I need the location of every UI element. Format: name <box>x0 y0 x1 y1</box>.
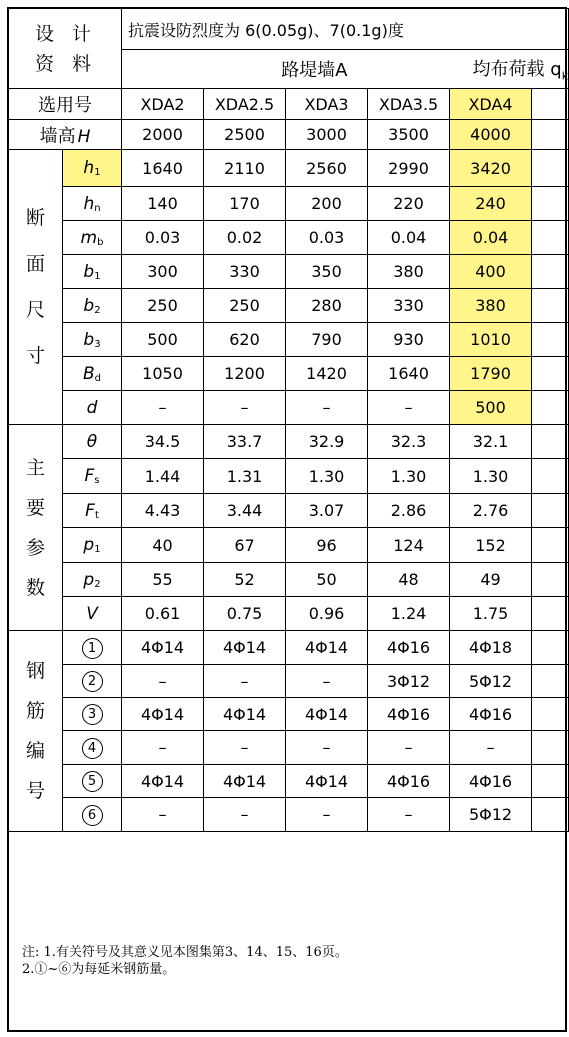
symbol-cell <box>63 698 122 731</box>
group-name-char: 寸 <box>25 345 45 367</box>
param-value: 3.07 <box>286 494 368 528</box>
group-name-char: 筋 <box>25 700 45 722</box>
symbol-cell <box>63 494 122 528</box>
param-value: 50 <box>286 563 368 597</box>
design-data-cell <box>9 9 122 89</box>
symbol-cell <box>63 221 122 255</box>
param-value: 0.02 <box>204 221 286 255</box>
selection-label: 选用号 <box>9 89 122 120</box>
group-name-char: 尺 <box>25 299 45 321</box>
param-value: – <box>368 798 450 832</box>
param-value: – <box>122 665 204 698</box>
param-value: 2110 <box>204 150 286 187</box>
cut-column <box>532 459 569 494</box>
param-value: 4Φ16 <box>450 765 532 798</box>
group-name-char: 数 <box>25 576 45 599</box>
cut-column <box>532 150 569 187</box>
symbol-cell <box>63 187 122 221</box>
param-value: 1790 <box>450 357 532 391</box>
param-value: 4Φ16 <box>368 631 450 665</box>
param-value: 4Φ16 <box>368 765 450 798</box>
param-value: 4Φ14 <box>122 698 204 731</box>
param-value: 2990 <box>368 150 450 187</box>
param-value: – <box>286 391 368 425</box>
param-symbol: p <box>83 569 95 590</box>
param-value: – <box>204 731 286 765</box>
param-symbol: b <box>83 261 95 282</box>
param-value: 1200 <box>204 357 286 391</box>
param-value: 500 <box>122 323 204 357</box>
param-value: 34.5 <box>122 425 204 459</box>
param-value: 0.03 <box>122 221 204 255</box>
cut-column <box>532 563 569 597</box>
param-value: 4Φ14 <box>286 698 368 731</box>
param-row <box>9 323 569 357</box>
param-row <box>9 255 569 289</box>
param-row <box>9 698 569 731</box>
param-row <box>9 665 569 698</box>
wall-type: 路堤墙A <box>122 50 368 89</box>
param-value: 500 <box>450 391 532 425</box>
header-row-1 <box>9 9 569 50</box>
rebar-number: 5 <box>82 771 103 792</box>
param-value: 4Φ14 <box>204 631 286 665</box>
param-symbol: F <box>84 466 95 486</box>
group-name-char: 断 <box>25 207 45 229</box>
group-name-cell <box>9 425 63 631</box>
column-header: XDA3.5 <box>368 89 450 120</box>
param-value: 152 <box>450 528 532 563</box>
param-value: 2.76 <box>450 494 532 528</box>
height-value: 2500 <box>204 120 286 150</box>
param-value: 0.04 <box>368 221 450 255</box>
param-row <box>9 597 569 631</box>
param-value: 380 <box>450 289 532 323</box>
param-value: 400 <box>450 255 532 289</box>
param-row <box>9 187 569 221</box>
group-name <box>9 448 62 608</box>
param-value: 330 <box>368 289 450 323</box>
param-subscript: 1 <box>94 167 101 178</box>
param-subscript: 2 <box>94 578 101 590</box>
param-value: 49 <box>450 563 532 597</box>
param-value: 1640 <box>122 150 204 187</box>
param-value: 96 <box>286 528 368 563</box>
symbol-cell <box>63 357 122 391</box>
cut-column <box>532 631 569 665</box>
param-value: 48 <box>368 563 450 597</box>
rebar-number: 3 <box>82 704 103 725</box>
param-value: 0.61 <box>122 597 204 631</box>
param-symbol: V <box>86 603 98 624</box>
param-value: 0.04 <box>450 221 532 255</box>
load-label: 均布荷载 q <box>472 59 562 81</box>
height-value: 3500 <box>368 120 450 150</box>
symbol-cell <box>63 289 122 323</box>
param-value: 350 <box>286 255 368 289</box>
param-value: 1.30 <box>286 459 368 494</box>
param-value: 40 <box>122 528 204 563</box>
param-value: 32.1 <box>450 425 532 459</box>
param-value: 240 <box>450 187 532 221</box>
height-label: 墙高 <box>39 125 76 147</box>
param-value: 1050 <box>122 357 204 391</box>
param-subscript: s <box>94 475 100 486</box>
param-symbol: b <box>83 329 95 350</box>
param-subscript: 1 <box>94 270 101 282</box>
cut-column <box>532 289 569 323</box>
cut-column <box>532 187 569 221</box>
symbol-cell <box>63 597 122 631</box>
param-symbol: d <box>86 397 98 418</box>
param-value: – <box>368 391 450 425</box>
param-value: 4Φ16 <box>450 698 532 731</box>
param-value: 32.9 <box>286 425 368 459</box>
column-header: XDA3 <box>286 89 368 120</box>
param-value: – <box>450 731 532 765</box>
symbol-cell <box>63 798 122 832</box>
design-label-top: 设计 <box>35 22 110 45</box>
param-value: 380 <box>368 255 450 289</box>
param-symbol: b <box>83 295 95 316</box>
param-subscript: d <box>94 372 102 384</box>
group-name-char: 钢 <box>25 660 45 682</box>
param-row <box>9 289 569 323</box>
param-value: 330 <box>204 255 286 289</box>
param-value: 4.43 <box>122 494 204 528</box>
param-value: 4Φ14 <box>286 765 368 798</box>
param-value: 170 <box>204 187 286 221</box>
group-name <box>9 651 62 811</box>
param-value: 0.96 <box>286 597 368 631</box>
param-value: 140 <box>122 187 204 221</box>
param-value: 1.44 <box>122 459 204 494</box>
symbol-cell <box>63 665 122 698</box>
param-symbol: h <box>83 193 95 214</box>
param-row <box>9 798 569 832</box>
symbol-cell <box>63 563 122 597</box>
param-value: 0.03 <box>286 221 368 255</box>
column-header: XDA2 <box>122 89 204 120</box>
param-symbol: p <box>83 535 95 555</box>
param-value: 790 <box>286 323 368 357</box>
symbol-cell <box>63 255 122 289</box>
param-row <box>9 765 569 798</box>
param-symbol: θ <box>86 431 98 452</box>
param-symbol: B <box>82 363 95 384</box>
param-value: 5Φ12 <box>450 798 532 832</box>
group-name <box>9 195 62 379</box>
symbol-cell <box>63 150 122 187</box>
group-name-cell <box>9 631 63 832</box>
rebar-number: 1 <box>82 638 103 659</box>
param-value: 280 <box>286 289 368 323</box>
height-label-cell <box>9 120 122 150</box>
param-row <box>9 731 569 765</box>
param-subscript: 1 <box>94 544 101 555</box>
load-label-cell <box>368 50 569 89</box>
cut-column <box>532 425 569 459</box>
cut-column <box>532 698 569 731</box>
param-row <box>9 563 569 597</box>
wall-spec-table <box>8 8 569 832</box>
height-symbol: H <box>77 126 91 147</box>
param-value: 300 <box>122 255 204 289</box>
height-value: 3000 <box>286 120 368 150</box>
param-value: 52 <box>204 563 286 597</box>
param-value: 4Φ14 <box>122 631 204 665</box>
param-value: 1.31 <box>204 459 286 494</box>
param-row <box>9 221 569 255</box>
param-row <box>9 494 569 528</box>
param-row <box>9 391 569 425</box>
cut-column <box>532 120 569 150</box>
param-value: – <box>286 798 368 832</box>
param-value: 4Φ14 <box>204 765 286 798</box>
symbol-cell <box>63 765 122 798</box>
load-label-sub: k <box>561 69 569 83</box>
cut-column <box>532 494 569 528</box>
param-value: 250 <box>122 289 204 323</box>
note-line-1: 注: 1.有关符号及其意义见本图集第3、14、15、16页。 <box>22 945 348 960</box>
param-value: 2560 <box>286 150 368 187</box>
param-value: 220 <box>368 187 450 221</box>
param-value: – <box>204 665 286 698</box>
height-row <box>9 120 569 150</box>
group-name-char: 要 <box>25 496 45 519</box>
param-value: 4Φ14 <box>122 765 204 798</box>
param-value: 620 <box>204 323 286 357</box>
param-value: 250 <box>204 289 286 323</box>
param-row <box>9 357 569 391</box>
rebar-number: 4 <box>82 738 103 759</box>
param-value: – <box>368 731 450 765</box>
param-value: 1.75 <box>450 597 532 631</box>
param-value: – <box>204 798 286 832</box>
param-value: – <box>122 731 204 765</box>
group-name-char: 参 <box>25 536 45 559</box>
param-value: 1010 <box>450 323 532 357</box>
notes <box>22 944 348 978</box>
param-row <box>9 150 569 187</box>
param-value: – <box>204 391 286 425</box>
param-row <box>9 459 569 494</box>
cut-column <box>532 597 569 631</box>
cut-column <box>532 255 569 289</box>
param-subscript: 3 <box>94 338 101 350</box>
cut-column <box>532 528 569 563</box>
cut-column <box>532 391 569 425</box>
cut-column <box>532 665 569 698</box>
param-subscript: b <box>97 236 104 248</box>
cut-column <box>532 765 569 798</box>
symbol-cell <box>63 391 122 425</box>
param-value: 1.30 <box>368 459 450 494</box>
selection-row <box>9 89 569 120</box>
param-value: 4Φ18 <box>450 631 532 665</box>
param-value: 32.3 <box>368 425 450 459</box>
design-label-bottom: 资料 <box>35 52 110 75</box>
param-row <box>9 425 569 459</box>
param-value: 3Φ12 <box>368 665 450 698</box>
param-subscript: 2 <box>94 304 101 316</box>
param-row <box>9 528 569 563</box>
column-header: XDA4 <box>450 89 532 120</box>
param-subscript: t <box>94 509 99 521</box>
param-value: 4Φ14 <box>286 631 368 665</box>
param-value: 1.24 <box>368 597 450 631</box>
param-value: 3.44 <box>204 494 286 528</box>
param-value: 1640 <box>368 357 450 391</box>
note-line-2: 2.①~⑥为每延米钢筋量。 <box>22 962 176 977</box>
param-value: 5Φ12 <box>450 665 532 698</box>
param-row <box>9 631 569 665</box>
group-name-char: 主 <box>25 456 45 479</box>
column-header: XDA2.5 <box>204 89 286 120</box>
cut-column <box>532 89 569 120</box>
param-value: 33.7 <box>204 425 286 459</box>
group-name-cell <box>9 150 63 425</box>
param-value: 200 <box>286 187 368 221</box>
rebar-number: 2 <box>82 671 103 692</box>
param-value: – <box>286 731 368 765</box>
group-name-char: 编 <box>25 740 45 762</box>
param-value: 55 <box>122 563 204 597</box>
param-value: – <box>122 798 204 832</box>
param-value: 4Φ14 <box>204 698 286 731</box>
cut-column <box>532 357 569 391</box>
param-value: 67 <box>204 528 286 563</box>
symbol-cell <box>63 731 122 765</box>
group-name-char: 号 <box>25 780 45 802</box>
param-value: 1.30 <box>450 459 532 494</box>
symbol-cell <box>63 425 122 459</box>
cut-column <box>532 798 569 832</box>
symbol-cell <box>63 323 122 357</box>
param-value: 124 <box>368 528 450 563</box>
param-value: 1420 <box>286 357 368 391</box>
symbol-cell <box>63 631 122 665</box>
param-value: 3420 <box>450 150 532 187</box>
param-value: 930 <box>368 323 450 357</box>
param-value: – <box>286 665 368 698</box>
height-value: 4000 <box>450 120 532 150</box>
param-symbol: m <box>80 227 98 248</box>
group-name-char: 面 <box>25 253 45 275</box>
cut-column <box>532 221 569 255</box>
param-value: 2.86 <box>368 494 450 528</box>
symbol-cell <box>63 528 122 563</box>
param-value: 4Φ16 <box>368 698 450 731</box>
cut-column <box>532 731 569 765</box>
param-value: – <box>122 391 204 425</box>
param-subscript: n <box>94 202 101 214</box>
rebar-number: 6 <box>82 805 103 826</box>
height-value: 2000 <box>122 120 204 150</box>
cut-column <box>532 323 569 357</box>
symbol-cell <box>63 459 122 494</box>
seismic-title: 抗震设防烈度为 6(0.05g)、7(0.1g)度 <box>122 9 569 50</box>
param-symbol: h <box>83 158 95 178</box>
param-value: 0.75 <box>204 597 286 631</box>
param-symbol: F <box>85 500 95 521</box>
